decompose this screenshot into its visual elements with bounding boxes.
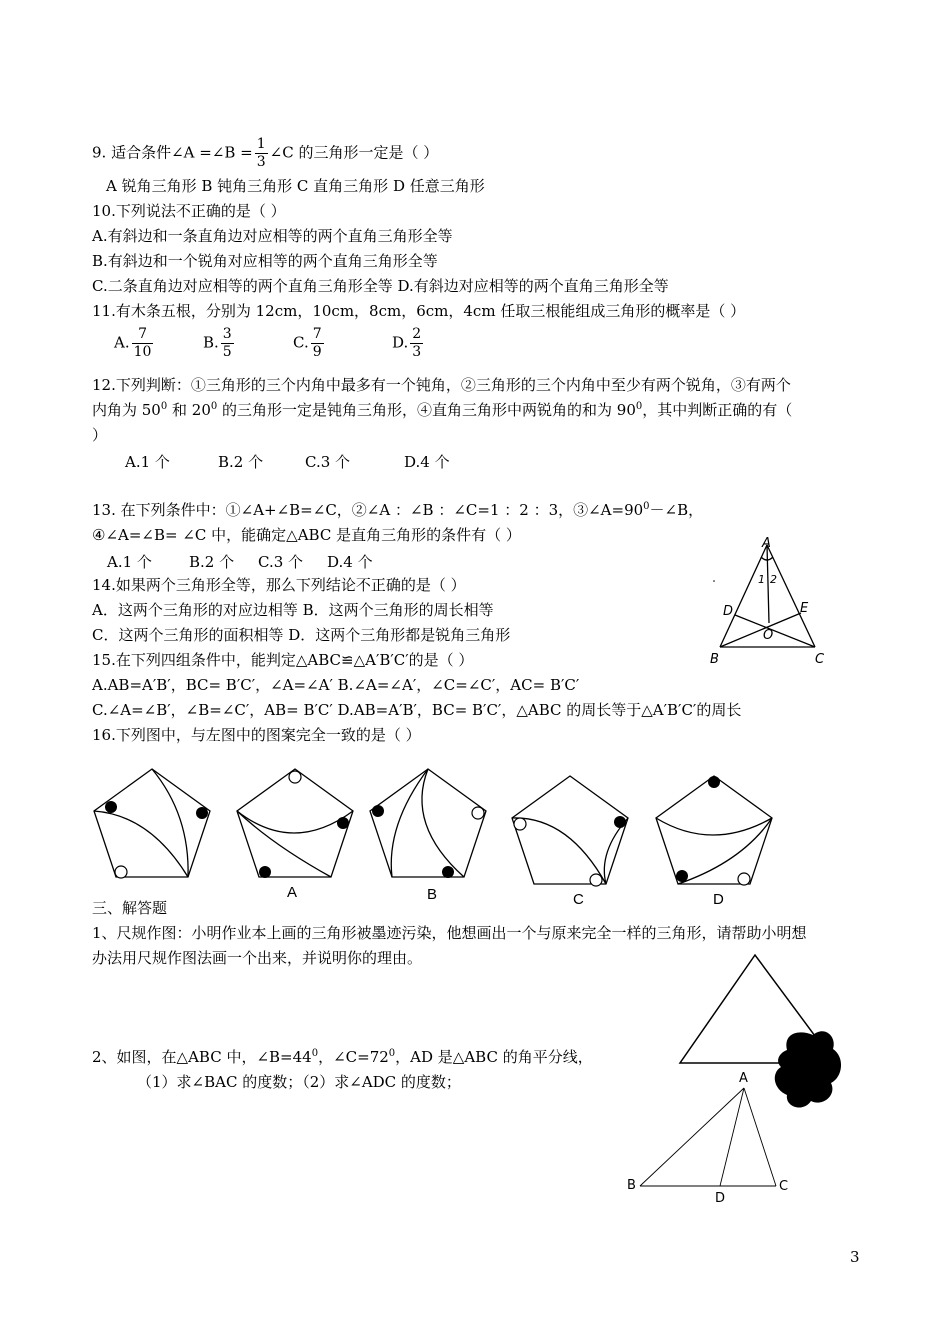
- q13-option-c: C.3 个: [258, 553, 304, 571]
- q10-stem: 10.下列说法不正确的是（ ）: [92, 202, 286, 220]
- fig2-label-c: C: [779, 1179, 789, 1194]
- q10-option-b: B.有斜边和一个锐角对应相等的两个直角三角形全等: [92, 252, 438, 270]
- fig2-label-a: A: [739, 1071, 748, 1086]
- q12-line1: 12.下列判断：①三角形的三个内角中最多有一个钝角，②三角形的三个内角中至少有两个锐角，③有两个: [92, 376, 791, 394]
- q16-label-a: A: [287, 884, 298, 901]
- fig14-angle-2: 2: [770, 573, 777, 586]
- q13-line1: 13. 在下列条件中：①∠A+∠B=∠C，②∠A ：∠B ：∠C=1 ：2 ：3，$③\angle A=90^0-\angle B$，: [92, 501, 704, 519]
- pentagon-original: [90, 765, 220, 885]
- q13-option-a: A.1 个: [107, 553, 152, 571]
- pentagon-option-b: [366, 765, 496, 885]
- q12-line2: 内角为 $50^0$ 和 $20^0$ 的三角形一定是钝角三角形，④直角三角形中两锐角的和为 $90^0$，其中判断正确的有（: [92, 401, 793, 419]
- pentagon-option-c: [508, 772, 638, 892]
- pentagon-option-a: [233, 765, 363, 885]
- fig14-label-o: O: [763, 628, 774, 643]
- fig14-label-d: D: [723, 604, 734, 619]
- fig14-angle-1: 1: [758, 573, 765, 586]
- q15-option-ab: A.AB=A′B′，BC= B′C′，∠A=∠A′ B.∠A=∠A′，∠C=∠C′，AC= B′C′: [92, 676, 580, 694]
- q11-option-d: D. $\frac{2}{3}$: [392, 326, 422, 360]
- fig2-label-b: B: [627, 1178, 636, 1193]
- q12-option-b: B.2 个: [218, 453, 264, 471]
- q14-stem: 14.如果两个三角形全等，那么下列结论不正确的是（ ）: [92, 576, 466, 594]
- fig14-label-a: A: [762, 536, 771, 551]
- q12-option-a: A.1 个: [125, 453, 170, 471]
- q11-stem: 11.有木条五根，分别为 12cm，10cm，8cm，6cm，4cm 任取三根能组成三角形的概率是（ ）: [92, 302, 746, 320]
- q9-stem: 9. 适合条件∠A =∠B = $\frac{1}{3}$ ∠C 的三角形一定是（ ）: [92, 136, 439, 170]
- fig14-label-e: E: [800, 601, 809, 616]
- q16-label-d: D: [713, 891, 724, 908]
- q15-stem: 15.在下列四组条件中，能判定△ABC≌△A′B′C′的是（ ）: [92, 651, 474, 669]
- triangle-figure-q14: [705, 535, 845, 675]
- q9-fraction: $\frac{1}{3}$: [256, 136, 266, 170]
- q11-option-c: C. $\frac{7}{9}$: [293, 326, 322, 360]
- q12-option-c: C.3 个: [305, 453, 351, 471]
- q10-option-cd: C.二条直角边对应相等的两个直角三角形全等 D.有斜边对应相等的两个直角三角形全等: [92, 277, 669, 295]
- problem2-line2: （1）求∠BAC 的度数；（2）求∠ADC 的度数；: [137, 1073, 461, 1091]
- triangle-figure-problem2: [622, 1068, 802, 1208]
- section-title: 三、解答题: [92, 899, 168, 917]
- fig14-label-b: B: [710, 652, 719, 667]
- q13-line2: ④∠A=∠B= ∠C 中，能确定△ABC 是直角三角形的条件有（ ）: [92, 526, 521, 544]
- q16-label-c: C: [573, 891, 584, 908]
- q11-option-b: B. $\frac{3}{5}$: [203, 326, 232, 360]
- q16-stem: 16.下列图中，与左图中的图案完全一致的是（ ）: [92, 726, 421, 744]
- fig14-label-c: C: [815, 652, 825, 667]
- q10-option-a: A.有斜边和一条直角边对应相等的两个直角三角形全等: [92, 227, 453, 245]
- q13-option-d: D.4 个: [327, 553, 373, 571]
- q13-option-b: B.2 个: [189, 553, 235, 571]
- fig2-label-d: D: [715, 1191, 726, 1206]
- q9-options: A 锐角三角形 B 钝角三角形 C 直角三角形 D 任意三角形: [106, 177, 485, 195]
- q14-option-ab: A．这两个三角形的对应边相等 B．这两个三角形的周长相等: [92, 601, 494, 619]
- q12-option-d: D.4 个: [404, 453, 450, 471]
- page-number: 3: [850, 1248, 860, 1266]
- problem1-line2: 办法用尺规作图法画一个出来，并说明你的理由。: [92, 949, 423, 967]
- q11-option-a: A. $\frac{7}{10}$: [114, 326, 152, 360]
- q12-line3: ）: [92, 426, 108, 444]
- pentagon-option-d: [652, 772, 782, 892]
- q14-option-cd: C．这两个三角形的面积相等 D．这两个三角形都是锐角三角形: [92, 626, 511, 644]
- q16-label-b: B: [427, 886, 438, 903]
- q15-option-cd: C.∠A=∠B′，∠B=∠C′，AB= B′C′ D.AB=A′B′，BC= B′C′，△ABC 的周长等于△A′B′C′的周长: [92, 701, 742, 719]
- problem1-line1: 1、尺规作图：小明作业本上画的三角形被墨迹污染，他想画出一个与原来完全一样的三角形，请帮助小明想: [92, 924, 807, 942]
- problem2-line1: 2、如图，在△ABC 中，$\angle B=44^0$，$\angle C=72^0$，AD 是△ABC 的角平分线，: [92, 1048, 593, 1066]
